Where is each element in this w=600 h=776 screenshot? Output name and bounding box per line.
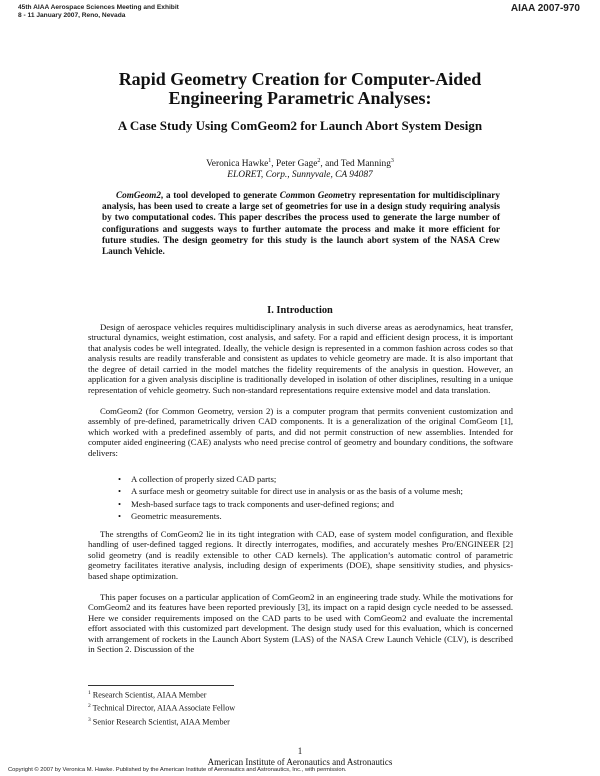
- paper-number: AIAA 2007-970: [510, 3, 580, 14]
- paragraph: ComGeom2 (for Common Geometry, version 2) is a computer program that permits convenient customization and assembly of pre-defined, parametrically driven CAD components. It is a generalization of the original ComGeom [1], which worked with a predefined assembly of parts, and did not permit construction of new assemblies. Intended for computer aided engineering (CAE) analysts who need precise control of geometry and boundary conditions, the software delivers:: [88, 406, 513, 458]
- copyright-notice: Copyright © 2007 by Veronica M. Hawke. Published by the American Institute of Aeronautics and Astronautics, Inc., with permission.: [8, 767, 347, 773]
- footnotes: [88, 688, 388, 728]
- paper-title: [60, 70, 540, 108]
- author-name: Ted Manning: [340, 159, 391, 170]
- list-item: • A collection of properly sized CAD parts;: [118, 474, 277, 484]
- conference-name: 45th AIAA Aerospace Sciences Meeting and Exhibit: [18, 4, 179, 11]
- paragraph: This paper focuses on a particular application of ComGeom2 in an engineering trade study. While the motivations for ComGeom2 and its features have been reported previously [3], its impact on a rapid design cycle needed to be assessed. Here we consider requirements imposed on the CAD parts to be used with ComGeom2 and evaluate the incremental effort associated with this customized part development. The design study used for this evaluation, which is concerned with arrangement of rockets in the Launch Abort System (LAS) of the NASA Crew Launch Vehicle (CLV), is described in Section 2. Discussion of the: [88, 592, 513, 655]
- institute-footer: American Institute of Aeronautics and Astronautics: [207, 757, 393, 767]
- page-number: 1: [297, 746, 303, 756]
- title-line-1: Rapid Geometry Creation for Computer-Aided: [118, 69, 482, 89]
- conference-dates: 8 - 11 January 2007, Reno, Nevada: [18, 12, 126, 19]
- footnote: $^2$ Technical Director, AIAA Associate Fellow: [88, 703, 236, 714]
- list-item: • Geometric measurements.: [118, 511, 222, 522]
- footnote: $^1$ Research Scientist, AIAA Member: [88, 690, 207, 700]
- footnote-divider: [88, 685, 234, 686]
- list-item: • Mesh-based surface tags to track components and user-defined regions; and: [118, 498, 395, 509]
- deliverables-list: [118, 473, 518, 523]
- list-item: • A surface mesh or geometry suitable for direct use in analysis or as the basis of a volume mesh;: [118, 486, 463, 497]
- abstract: ComGeom2, a tool developed to generate Common Geometry representation for multidisciplinary analysis, has been used to create a large set of geometries for use in a design study requiring analysis by two computational codes. This paper describes the process used to generate the large number of configurations and suggests ways to further automate the process and make it more efficient for future studies. The design geometry for this study is the launch abort system of the NASA Crew Launch Vehicle.: [102, 190, 500, 257]
- title-line-2: Engineering Parametric Analyses:: [168, 88, 432, 108]
- affiliation: ELORET, Corp., Sunnyvale, CA 94087: [227, 170, 373, 181]
- author-block: [60, 156, 540, 181]
- author-name: Peter Gage: [275, 159, 318, 170]
- footnote: $^3$ Senior Research Scientist, AIAA Member: [88, 716, 230, 727]
- paragraph: Design of aerospace vehicles requires multidisciplinary analysis in such diverse areas as aerodynamics, heat transfer, structural dynamics, weight estimation, cost analysis, and safety. For a rapid and efficient design process, it is important that analysis codes be well integrated. Ideally, the vehicle design is represented in a common fashion across codes so that analysis results are readily transferable and consistent as updates to vehicle geometry are made. It is also important that the degree of detail carried in the model matches the fidelity requirements of the analysis in question. However, an application for a given analysis discipline is traditionally developed in isolation of other disciplines, resulting in a unique representation of vehicle geometry. Such non-standard representations require extensive model and data translation.: [88, 322, 513, 395]
- author-name: Veronica Hawke: [206, 159, 269, 170]
- author-mark: 2: [317, 158, 321, 164]
- paragraph: The strengths of ComGeom2 lie in its tight integration with CAD, ease of system model configuration, and flexible handling of user-defined tagged regions. It directly interrogates, modifies, and accurately meshes Pro/ENGINEER [2] solid geometry (and is readily extensible to other CAD kernels). The application’s automatic control of parametric geometry facilitates iterative analysis, including design of experiments (DOE), shape sensitivity studies, and physics-based shape optimization.: [88, 529, 513, 581]
- author-mark: 3: [390, 158, 394, 164]
- author-mark: 1: [268, 158, 272, 164]
- section-heading: I. Introduction: [267, 305, 333, 316]
- author-list: Veronica Hawke$^1$, Peter Gage$^2$, and Ted Manning$^3$: [206, 158, 394, 170]
- paper-subtitle: A Case Study Using ComGeom2 for Launch Abort System Design: [117, 118, 483, 133]
- conference-header: [18, 4, 179, 20]
